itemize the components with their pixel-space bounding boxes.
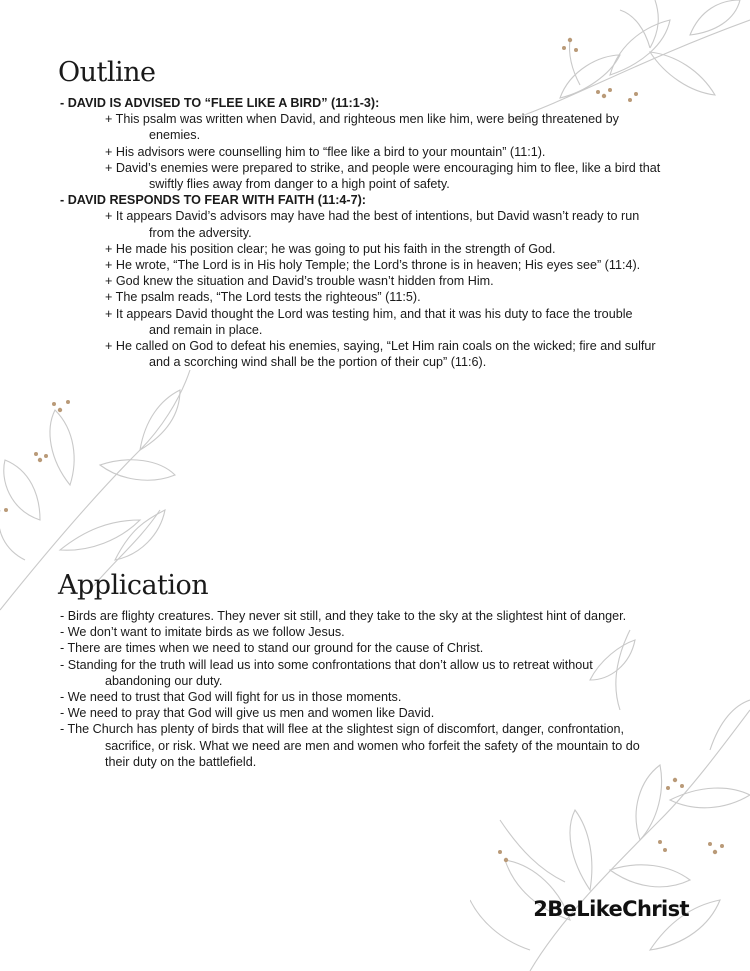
outline-point: + This psalm was written when David, and righteous men like him, were being threatened by (105, 112, 619, 127)
outline-point: + David’s enemies were prepared to strike, and people were encouraging him to flee, like a bird that (105, 160, 661, 175)
outline-heading-2: - DAVID RESPONDS TO FEAR WITH FAITH (11:4-7): (60, 193, 366, 208)
outline-point-continuation: enemies. (149, 128, 201, 143)
outline-point: + It appears David thought the Lord was testing him, and that it was his duty to face the trouble (105, 306, 633, 321)
outline-point-continuation: from the adversity. (149, 225, 252, 240)
outline-heading-1: - DAVID IS ADVISED TO “FLEE LIKE A BIRD” (11:1-3): (60, 96, 380, 110)
outline-point: + He called on God to defeat his enemies, saying, “Let Him rain coals on the wicked; fire and sulfur (105, 339, 656, 354)
application-item: - There are times when we need to stand our ground for the cause of Christ. (60, 641, 484, 656)
outline-content (60, 95, 700, 370)
application-item-continuation: abandoning our duty. (105, 673, 223, 688)
application-item: - We need to trust that God will fight for us in those moments. (60, 690, 402, 705)
brand-logo: 2BeLikeChrist (533, 897, 689, 921)
application-item-continuation: sacrifice, or risk. What we need are men and women who forfeit the safety of the mountain to do (105, 738, 640, 753)
application-item: - Standing for the truth will lead us into some confrontations that don’t allow us to retreat without (60, 657, 593, 672)
outline-point: + He wrote, “The Lord is in His holy Temple; the Lord’s throne is in heaven; His eyes see” (11:4). (105, 258, 641, 273)
outline-title: Outline (58, 57, 156, 88)
application-item-continuation: their duty on the battlefield. (105, 754, 257, 769)
outline-point-continuation: swiftly flies away from danger to a high point of safety. (149, 177, 450, 192)
application-item: - We don’t want to imitate birds as we follow Jesus. (60, 625, 345, 640)
outline-point: + His advisors were counselling him to “flee like a bird to your mountain” (11:1). (105, 144, 546, 159)
outline-point-continuation: and a scorching wind shall be the portion of their cup” (11:6). (149, 355, 487, 370)
outline-point: + It appears David’s advisors may have had the best of intentions, but David wasn’t ready to run (105, 209, 640, 224)
application-item: - We need to pray that God will give us men and women like David. (60, 706, 435, 721)
application-item: - Birds are flighty creatures. They never sit still, and they take to the sky at the slightest hint of danger. (60, 609, 627, 623)
outline-point: + God knew the situation and David’s trouble wasn’t hidden from Him. (105, 274, 494, 289)
application-content (60, 608, 700, 770)
outline-point: + The psalm reads, “The Lord tests the righteous” (11:5). (105, 290, 421, 305)
application-item: - The Church has plenty of birds that will flee at the slightest sign of discomfort, danger, confrontation, (60, 722, 624, 737)
outline-points-1 (60, 111, 700, 192)
outline-point-continuation: and remain in place. (149, 322, 263, 337)
application-title: Application (58, 570, 209, 601)
outline-points-2 (60, 208, 700, 370)
outline-point: + He made his position clear; he was going to put his faith in the strength of God. (105, 241, 556, 256)
